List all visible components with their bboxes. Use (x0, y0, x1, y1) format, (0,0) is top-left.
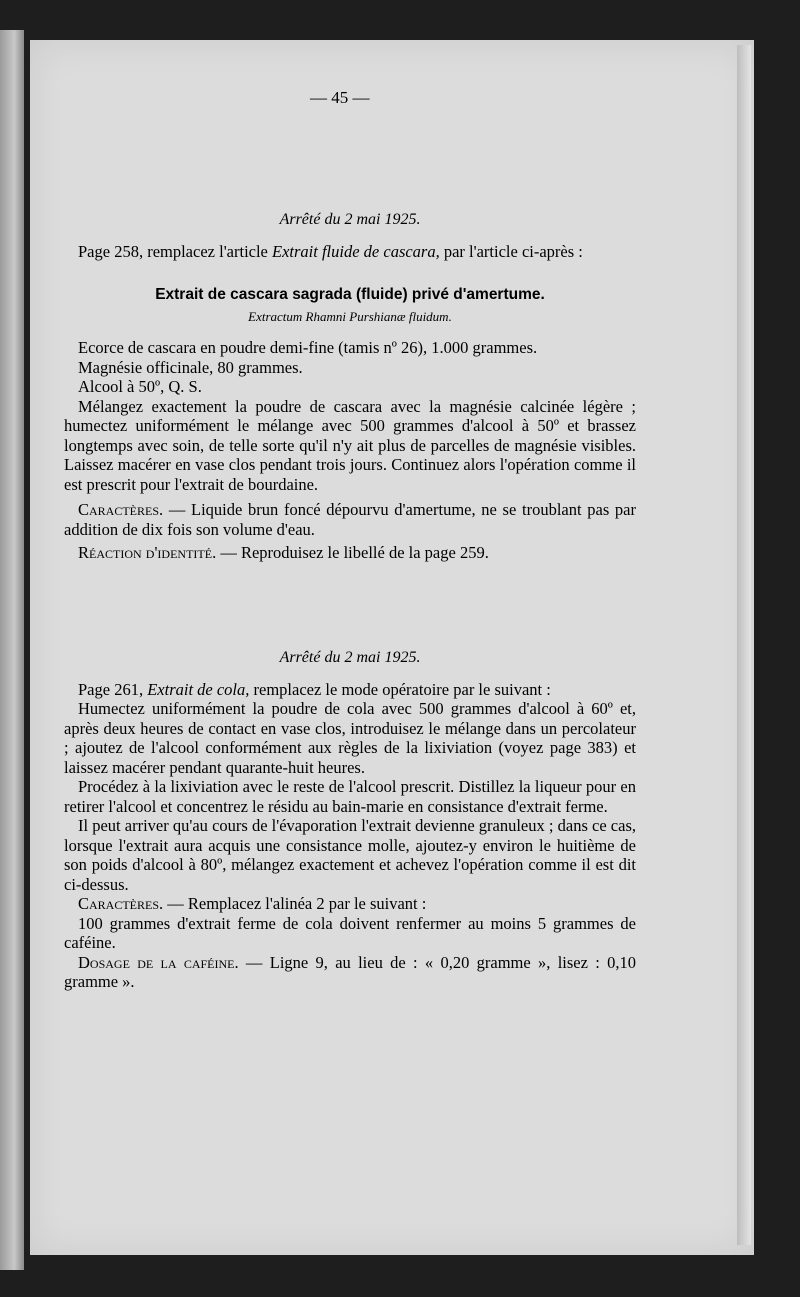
ingredient-line: Alcool à 50º, Q. S. (78, 377, 202, 396)
paragraph: Il peut arriver qu'au cours de l'évaporation l'extrait devienne granuleux ; dans ce cas, lorsque l'extrait aura acquis une consistance molle, ajoutez-y environ le huitième de son poids d'alcool à 80º, mélangez exactement et achevez l'opération comme il est dit ci-dessus. (64, 816, 636, 894)
assay-label: Dosage de la caféine. (78, 952, 239, 972)
characteristics-label: Caractères. (78, 894, 164, 913)
characteristics-paragraph (64, 894, 636, 914)
section-1-heading: Arrêté du 2 mai 1925. (279, 211, 421, 228)
section-2 (64, 648, 636, 992)
section-1-intro (64, 242, 636, 262)
intro-text: Page 261, (78, 679, 148, 699)
paragraph: 100 grammes d'extrait ferme de cola doivent renfermer au moins 5 grammes de caféine. (64, 913, 636, 952)
intro-text-end: remplacez le mode opératoire par le suivant : (249, 679, 551, 699)
intro-italic: Extrait de cola, (147, 679, 250, 699)
page-number: — 45 — (310, 88, 370, 107)
page-edge-shadow (737, 45, 751, 1245)
reaction-label: Réaction d'identité. (78, 543, 217, 562)
intro-italic: Extrait fluide de cascara, (272, 241, 440, 261)
reaction-paragraph (64, 543, 636, 563)
paragraph: Humectez uniformément la poudre de cola avec 500 grammes d'alcool à 60º et, après deux heures de contact en vase clos, introduisez le mélange dans un percolateur ; ajoutez de l'alcool conformément aux règles de la lixiviation (voyez page 383) et laissez macérer pendant quarante-huit heures. (64, 699, 636, 777)
intro-text: Page 258, remplacez l'article (78, 241, 273, 261)
characteristics-paragraph (64, 500, 636, 539)
characteristics-text: — Liquide brun foncé dépourvu d'amertume, ne se troublant pas par addition de dix fois son volume d'eau. (64, 500, 636, 539)
assay-paragraph (64, 953, 636, 992)
assay-text: — Ligne 9, au lieu de : « 0,20 gramme », lisez : 0,10 gramme ». (64, 952, 637, 991)
characteristics-text: — Remplacez l'alinéa 2 par le suivant : (163, 894, 427, 913)
adjacent-page-edge (0, 30, 24, 1270)
section-1 (64, 210, 636, 563)
monograph-title: Extrait de cascara sagrada (fluide) privé d'amertume. (155, 286, 545, 303)
characteristics-label: Caractères. (78, 500, 164, 519)
reaction-text: — Reproduisez le libellé de la page 259. (216, 543, 489, 562)
ingredient-line: Magnésie officinale, 80 grammes. (78, 357, 303, 377)
paragraph: Procédez à la lixiviation avec le reste de l'alcool prescrit. Distillez la liqueur pour en retirer l'alcool et concentrez le résidu au bain-marie en consistance d'extrait ferme. (64, 777, 636, 816)
intro-text-end: par l'article ci-après : (439, 241, 583, 261)
latin-name: Extractum Rhamni Purshianæ fluidum. (248, 308, 452, 324)
ingredient-line: Ecorce de cascara en poudre demi-fine (tamis nº 26), 1.000 grammes. (78, 338, 538, 357)
section-2-intro (64, 680, 636, 700)
section-2-heading: Arrêté du 2 mai 1925. (279, 649, 421, 666)
method-paragraph: Mélangez exactement la poudre de cascara avec la magnésie calcinée légère ; humectez uniformément le mélange avec 500 grammes d'alcool à 50º et brassez longtemps avec soin, de telle sorte qu'il n'y ait plus de parcelles de magnésie visibles. Laissez macérer en vase clos pendant trois jours. Continuez alors l'opération comme il est prescrit pour l'extrait de bourdaine. (64, 396, 636, 494)
